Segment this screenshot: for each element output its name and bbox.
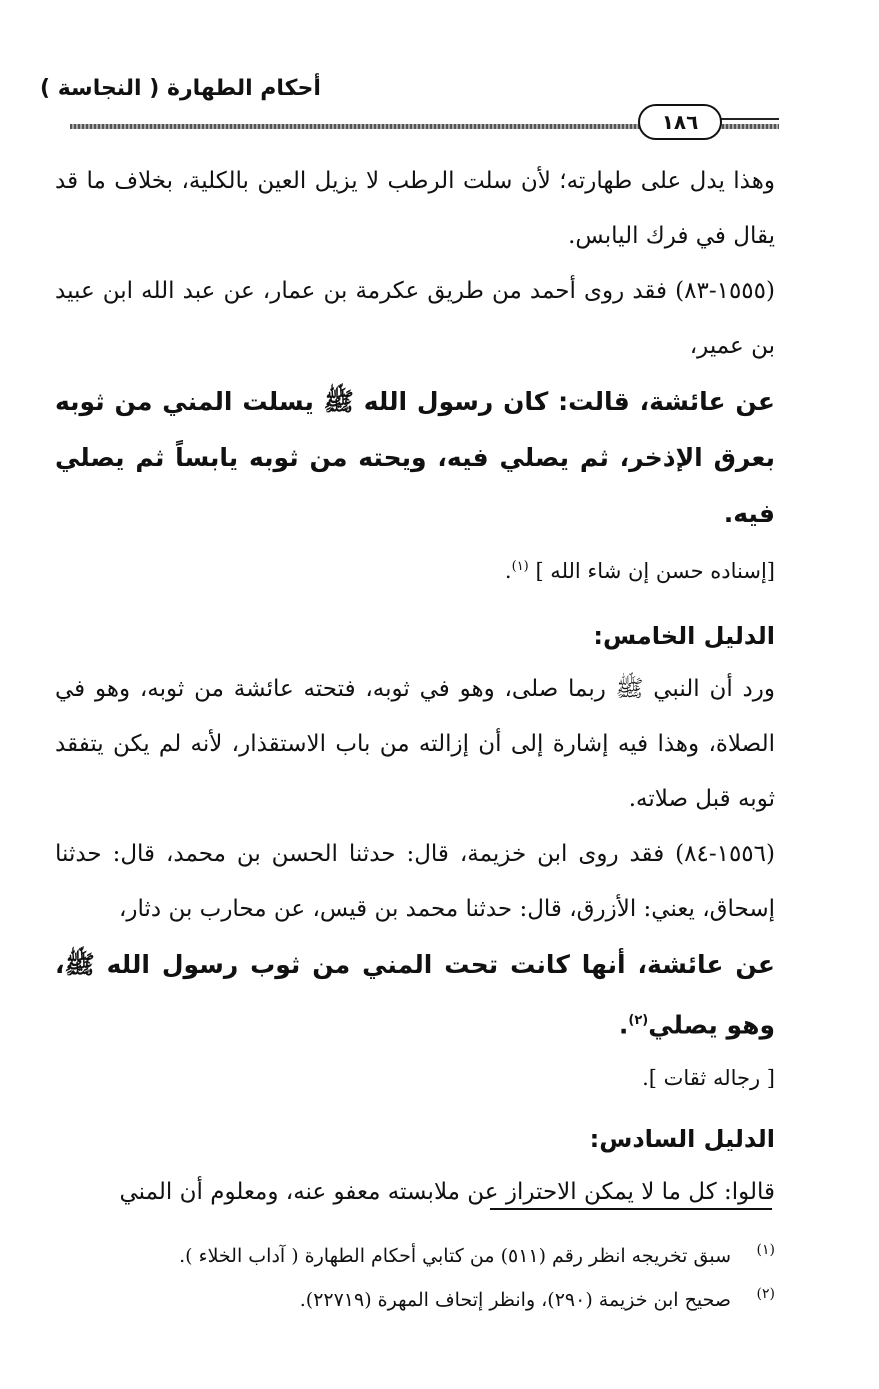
paragraph-sixth-evidence: قالوا: كل ما لا يمكن الاحتراز عن ملابسته معفو عنه، ومعلوم أن المني bbox=[119, 1179, 775, 1206]
running-title: أحكام الطهارة ( النجاسة ) bbox=[40, 76, 321, 101]
paragraph-fifth-evidence: ورد أن النبي ﷺ ربما صلى، وهو في ثوبه، فتحته عائشة من ثوبه، وهو في الصلاة، وهذا فيه إشارة إلى أن إزالته من باب الاستقذار، لأنه لم يكن يتفقد ثوبه قبل صلاته. bbox=[55, 676, 775, 812]
footnote-1 bbox=[55, 1234, 775, 1278]
footnote-number: (٢) bbox=[756, 1286, 775, 1302]
heading-fifth-evidence: الدليل الخامس: bbox=[593, 622, 775, 650]
hadith-1556: عن عائشة، أنها كانت تحت المني من ثوب رسول الله ﷺ، وهو يصلي$^{(٢)}$. bbox=[55, 950, 775, 1040]
footnote-ref-1: (١) bbox=[511, 559, 529, 574]
footnote-number: (١) bbox=[756, 1242, 775, 1258]
isnad-1556: (١٥٥٦-٨٤) فقد روى ابن خزيمة، قال: حدثنا الحسن بن محمد، قال: حدثنا إسحاق، يعني: الأزرق، قال: حدثنا محمد بن قيس، عن محارب بن دثار، bbox=[55, 841, 775, 922]
paragraph-intro: وهذا يدل على طهارته؛ لأن سلت الرطب لا يزيل العين بالكلية، بخلاف ما قد يقال في فرك اليابس. bbox=[55, 168, 775, 249]
hadith-text: عن عائشة، أنها كانت تحت المني من ثوب رسول الله ﷺ، وهو يصلي bbox=[55, 950, 775, 1040]
footnote-2 bbox=[55, 1278, 775, 1322]
grading-1556: [ رجاله ثقات ]. bbox=[642, 1066, 775, 1091]
footnotes bbox=[55, 1234, 775, 1322]
footnote-ref-2: (٢) bbox=[628, 1013, 649, 1028]
footnote-separator bbox=[490, 1208, 772, 1210]
grading-1555: [إسناده حسن إن شاء الله ] $^{(١)}$. bbox=[504, 559, 775, 583]
footnote-text: سبق تخريجه انظر رقم (٥١١) من كتابي أحكام الطهارة ( آداب الخلاء ). bbox=[179, 1245, 731, 1267]
hadith-1555: عن عائشة، قالت: كان رسول الله ﷺ يسلت المني من ثوبه بعرق الإذخر، ثم يصلي فيه، ويحته من ثوبه يابساً ثم يصلي فيه. bbox=[55, 387, 775, 528]
grading-text: [إسناده حسن إن شاء الله ] bbox=[535, 559, 775, 583]
isnad-1555: (١٥٥٥-٨٣) فقد روى أحمد من طريق عكرمة بن عمار، عن عبد الله ابن عبيد بن عمير، bbox=[55, 278, 775, 359]
page-number: ١٨٦ bbox=[638, 104, 722, 140]
main-text bbox=[55, 154, 775, 1220]
header-rule-accent bbox=[719, 118, 779, 120]
heading-sixth-evidence: الدليل السادس: bbox=[589, 1125, 775, 1154]
footnote-text: صحيح ابن خزيمة (٢٩٠)، وانظر إتحاف المهرة (٢٢٧١٩). bbox=[299, 1289, 731, 1311]
